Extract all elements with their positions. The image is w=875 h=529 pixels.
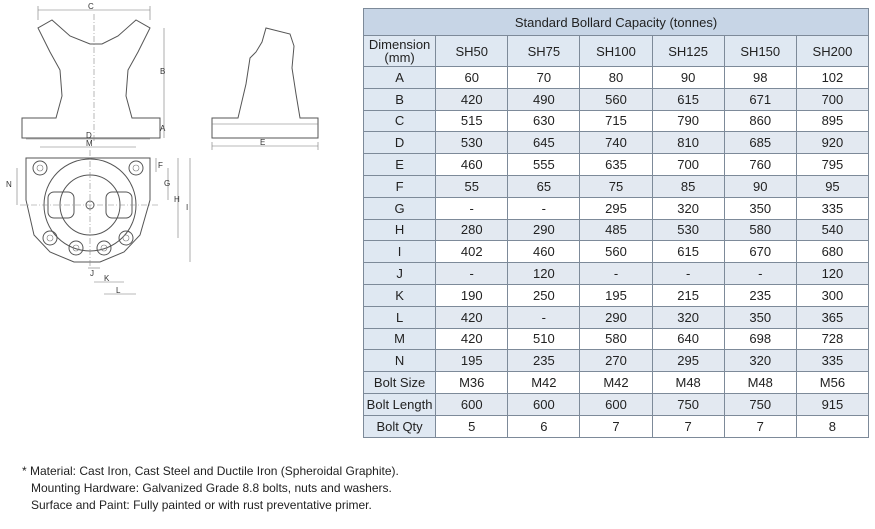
- row-dimension-label: C: [364, 110, 436, 132]
- table-cell: 580: [724, 219, 796, 241]
- table-cell: 320: [652, 197, 724, 219]
- table-cell: M56: [796, 372, 868, 394]
- table-cell: 320: [652, 306, 724, 328]
- table-row: [364, 67, 869, 89]
- table-cell: 915: [796, 393, 868, 415]
- table-row: [364, 328, 869, 350]
- table-cell: 420: [436, 88, 508, 110]
- table-cell: 760: [724, 154, 796, 176]
- table-cell: 215: [652, 284, 724, 306]
- table-cell: 60: [436, 67, 508, 89]
- table-cell: 335: [796, 350, 868, 372]
- table-cell: 645: [508, 132, 580, 154]
- row-dimension-label: J: [364, 263, 436, 285]
- table-cell: 90: [724, 175, 796, 197]
- table-cell: 700: [796, 88, 868, 110]
- table-cell: -: [508, 306, 580, 328]
- table-cell: 95: [796, 175, 868, 197]
- table-cell: 7: [580, 415, 652, 437]
- plan-view: [6, 131, 190, 295]
- model-column-header: SH100: [580, 36, 652, 67]
- product-notes: [22, 463, 399, 514]
- table-cell: 600: [580, 393, 652, 415]
- table-cell: 530: [436, 132, 508, 154]
- front-elevation-view: [212, 28, 318, 150]
- table-cell: -: [508, 197, 580, 219]
- table-row: [364, 132, 869, 154]
- row-dimension-label: Bolt Length: [364, 393, 436, 415]
- table-cell: 600: [436, 393, 508, 415]
- row-dimension-label: G: [364, 197, 436, 219]
- table-cell: 920: [796, 132, 868, 154]
- table-cell: 530: [652, 219, 724, 241]
- table-cell: 402: [436, 241, 508, 263]
- table-row: [364, 350, 869, 372]
- dim-label-b: B: [160, 67, 166, 76]
- model-column-header: SH150: [724, 36, 796, 67]
- table-cell: -: [580, 263, 652, 285]
- note-material: * Material: Cast Iron, Cast Steel and Ductile Iron (Spheroidal Graphite).: [22, 464, 399, 478]
- table-cell: 540: [796, 219, 868, 241]
- table-cell: M42: [580, 372, 652, 394]
- dim-label-j: J: [90, 269, 94, 278]
- table-cell: 515: [436, 110, 508, 132]
- row-dimension-label: Bolt Qty: [364, 415, 436, 437]
- table-row: [364, 393, 869, 415]
- table-row: [364, 284, 869, 306]
- table-cell: 7: [724, 415, 796, 437]
- dim-label-i: I: [186, 203, 189, 212]
- table-cell: 485: [580, 219, 652, 241]
- model-column-header: SH125: [652, 36, 724, 67]
- table-row: [364, 88, 869, 110]
- table-cell: 300: [796, 284, 868, 306]
- table-cell: 295: [652, 350, 724, 372]
- table-cell: 195: [580, 284, 652, 306]
- table-cell: 750: [724, 393, 796, 415]
- bollard-capacity-table: [363, 8, 869, 438]
- table-cell: 580: [580, 328, 652, 350]
- table-cell: 685: [724, 132, 796, 154]
- table-cell: M48: [724, 372, 796, 394]
- table-title: Standard Bollard Capacity (tonnes): [364, 9, 869, 36]
- table-cell: 895: [796, 110, 868, 132]
- table-cell: 8: [796, 415, 868, 437]
- table-cell: M42: [508, 372, 580, 394]
- model-column-header: SH50: [436, 36, 508, 67]
- table-cell: 740: [580, 132, 652, 154]
- table-row: [364, 306, 869, 328]
- row-dimension-label: A: [364, 67, 436, 89]
- table-cell: 350: [724, 197, 796, 219]
- table-cell: 270: [580, 350, 652, 372]
- table-cell: 715: [580, 110, 652, 132]
- row-dimension-label: M: [364, 328, 436, 350]
- table-cell: 490: [508, 88, 580, 110]
- table-cell: 728: [796, 328, 868, 350]
- table-cell: 510: [508, 328, 580, 350]
- table-cell: -: [652, 263, 724, 285]
- table-row: [364, 197, 869, 219]
- table-cell: 600: [508, 393, 580, 415]
- dim-label-g: G: [164, 179, 171, 188]
- table-cell: -: [436, 197, 508, 219]
- dim-label-n: N: [6, 180, 12, 189]
- row-dimension-label: I: [364, 241, 436, 263]
- note-surface-paint: Surface and Paint: Fully painted or with rust preventative primer.: [31, 498, 372, 512]
- table-header-row: [364, 36, 869, 67]
- table-cell: 5: [436, 415, 508, 437]
- table-cell: M48: [652, 372, 724, 394]
- row-dimension-label: B: [364, 88, 436, 110]
- dim-label-k: K: [104, 274, 110, 283]
- table-cell: 320: [724, 350, 796, 372]
- table-cell: -: [436, 263, 508, 285]
- table-cell: 195: [436, 350, 508, 372]
- table-cell: 555: [508, 154, 580, 176]
- dimension-column-header: Dimension (mm): [364, 36, 436, 67]
- table-cell: 420: [436, 328, 508, 350]
- table-cell: 85: [652, 175, 724, 197]
- table-cell: M36: [436, 372, 508, 394]
- table-cell: 290: [580, 306, 652, 328]
- table-cell: 6: [508, 415, 580, 437]
- row-dimension-label: F: [364, 175, 436, 197]
- table-cell: 615: [652, 88, 724, 110]
- table-cell: 55: [436, 175, 508, 197]
- table-cell: 120: [796, 263, 868, 285]
- dim-label-m: M: [86, 139, 93, 148]
- row-dimension-label: N: [364, 350, 436, 372]
- table-cell: 235: [508, 350, 580, 372]
- bollard-technical-drawings: [0, 0, 360, 300]
- table-cell: 250: [508, 284, 580, 306]
- table-cell: 365: [796, 306, 868, 328]
- table-cell: 615: [652, 241, 724, 263]
- table-row: [364, 372, 869, 394]
- table-cell: 460: [508, 241, 580, 263]
- dim-label-f: F: [158, 161, 163, 170]
- table-cell: 640: [652, 328, 724, 350]
- table-cell: 860: [724, 110, 796, 132]
- table-row: [364, 175, 869, 197]
- table-cell: 280: [436, 219, 508, 241]
- dim-label-d: D: [86, 131, 92, 140]
- table-cell: 460: [436, 154, 508, 176]
- table-cell: 420: [436, 306, 508, 328]
- dim-label-e: E: [260, 138, 266, 147]
- table-cell: 7: [652, 415, 724, 437]
- table-cell: 102: [796, 67, 868, 89]
- table-cell: 350: [724, 306, 796, 328]
- dim-label-h: H: [174, 195, 180, 204]
- table-cell: 70: [508, 67, 580, 89]
- dim-label-l: L: [116, 286, 121, 295]
- table-cell: 295: [580, 197, 652, 219]
- table-cell: 700: [652, 154, 724, 176]
- table-cell: 810: [652, 132, 724, 154]
- row-dimension-label: Bolt Size: [364, 372, 436, 394]
- table-cell: 90: [652, 67, 724, 89]
- table-row: [364, 415, 869, 437]
- table-row: [364, 219, 869, 241]
- table-cell: 630: [508, 110, 580, 132]
- table-cell: 670: [724, 241, 796, 263]
- table-row: [364, 154, 869, 176]
- row-dimension-label: D: [364, 132, 436, 154]
- row-dimension-label: E: [364, 154, 436, 176]
- table-body: [364, 67, 869, 438]
- table-cell: 335: [796, 197, 868, 219]
- dim-label-a: A: [160, 124, 166, 133]
- table-cell: 75: [580, 175, 652, 197]
- table-row: [364, 263, 869, 285]
- row-dimension-label: H: [364, 219, 436, 241]
- table-cell: 560: [580, 241, 652, 263]
- table-cell: 98: [724, 67, 796, 89]
- table-cell: 235: [724, 284, 796, 306]
- table-cell: -: [724, 263, 796, 285]
- table-cell: 120: [508, 263, 580, 285]
- table-cell: 65: [508, 175, 580, 197]
- table-cell: 635: [580, 154, 652, 176]
- table-cell: 80: [580, 67, 652, 89]
- model-column-header: SH75: [508, 36, 580, 67]
- table-cell: 750: [652, 393, 724, 415]
- table-cell: 698: [724, 328, 796, 350]
- table-cell: 190: [436, 284, 508, 306]
- row-dimension-label: K: [364, 284, 436, 306]
- side-elevation-view: [22, 2, 166, 142]
- table-cell: 671: [724, 88, 796, 110]
- table-cell: 790: [652, 110, 724, 132]
- model-column-header: SH200: [796, 36, 868, 67]
- table-cell: 560: [580, 88, 652, 110]
- table-cell: 795: [796, 154, 868, 176]
- table-cell: 290: [508, 219, 580, 241]
- note-mounting-hardware: Mounting Hardware: Galvanized Grade 8.8 bolts, nuts and washers.: [31, 481, 392, 495]
- table-row: [364, 241, 869, 263]
- table-row: [364, 110, 869, 132]
- dim-label-c: C: [88, 2, 94, 11]
- row-dimension-label: L: [364, 306, 436, 328]
- table-cell: 680: [796, 241, 868, 263]
